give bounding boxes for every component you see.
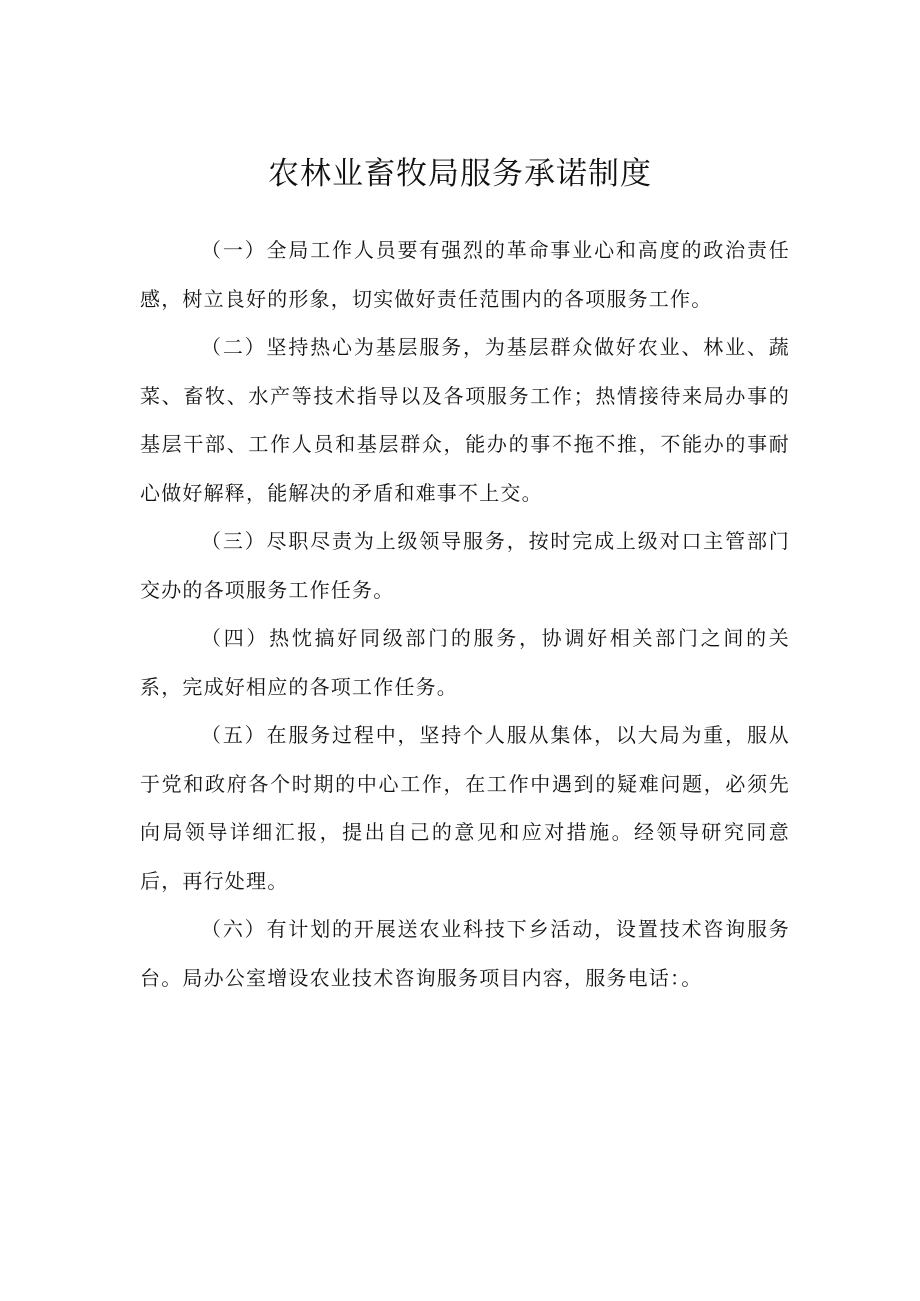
paragraph-6: （六）有计划的开展送农业科技下乡活动，设置技术咨询服务台。局办公室增设农业技术咨询服务项目内容，服务电话：。 xyxy=(140,917,790,990)
document-body xyxy=(140,226,790,1002)
paragraph-3: （三）尽职尽责为上级领导服务，按时完成上级对口主管部门交办的各项服务工作任务。 xyxy=(140,529,790,602)
paragraph-5: （五）在服务过程中，坚持个人服从集体，以大局为重，服从于党和政府各个时期的中心工作，在工作中遇到的疑难问题，必须先向局领导详细汇报，提出自己的意见和应对措施。经领导研究同意后，再行处理。 xyxy=(140,723,790,893)
paragraph-4: （四）热忱搞好同级部门的服务，协调好相关部门之间的关系，完成好相应的各项工作任务。 xyxy=(140,626,790,699)
paragraph-2: （二）坚持热心为基层服务，为基层群众做好农业、林业、蔬菜、畜牧、水产等技术指导以及各项服务工作；热情接待来局办事的基层干部、工作人员和基层群众，能办的事不拖不推，不能办的事耐心做好解释，能解决的矛盾和难事不上交。 xyxy=(140,335,790,505)
document-title: 农林业畜牧局服务承诺制度 xyxy=(268,156,652,192)
paragraph-1: （一）全局工作人员要有强烈的革命事业心和高度的政治责任感，树立良好的形象，切实做好责任范围内的各项服务工作。 xyxy=(140,238,790,311)
